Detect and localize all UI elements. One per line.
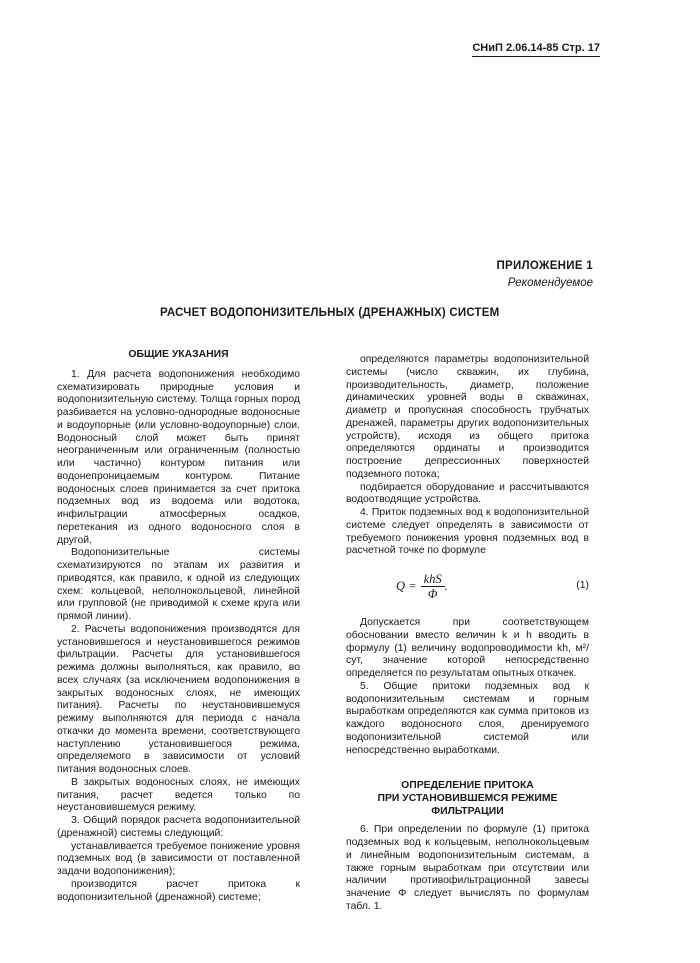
formula-tail: . [444, 579, 448, 594]
page-header: СНиП 2.06.14-85 Стр. 17 [472, 42, 600, 57]
paragraph: производится расчет притока к водопонизительной (дренажной) системе; [57, 878, 300, 903]
document-title: РАСЧЕТ ВОДОПОНИЗИТЕЛЬНЫХ (ДРЕНАЖНЫХ) СИСТЕМ [160, 307, 500, 319]
formula-denominator: Φ [427, 587, 438, 601]
paragraph: 4. Приток подземных вод к водопонизительной системе следует определять в зависимости от требуемого понижения уровня подземных вод в расчетной точке по формуле [346, 507, 589, 557]
paragraph: 3. Общий порядок расчета водопонизительной (дренажной) системы следующий: [57, 815, 300, 839]
paragraph: подбирается оборудование и рассчитываются водоотводящие устройства. [346, 481, 589, 506]
formula-expression [396, 572, 448, 601]
paragraph: 6. При определении по формуле (1) притока подземных вод к кольцевым, неполнокольцевым и линейным водопонизительным системам, а также горным выработкам при отсутствии или наличии противофильтрационной завесы значение Φ следует вычислять по формулам табл. 1. [346, 824, 589, 912]
right-column [346, 354, 589, 914]
paragraph: 1. Для расчета водопонижения необходимо схематизировать природные условия и водопонизительную систему. Толща горных пород разбивается на условно-однородные водоносные и водоупорные (или условно-водоупорные) слои. Водоносный слой может быть принят неограниченным или ограниченным (полностью или частично) контуром питания или водонепроницаемым контуром. Питание водоносных слоев принимается за счет притока подземных вод из водоема или водотока, инфильтрации атмосферных осадков, перетекания из одного водоносного слоя в другой. [57, 368, 300, 546]
section-title-steady-inflow [346, 779, 589, 818]
paragraph: Допускается при соответствующем обосновании вместо величин k и h вводить в формулу (1) величину водопроводимости kh, м²/сут, значение которой непосредственно определяется по результатам опытных откачек. [346, 617, 589, 679]
paragraph: В закрытых водоносных слоях, не имеющих питания, расчет ведется только по неустановившемуся режиму. [57, 776, 300, 814]
paragraph: Водопонизительные системы схематизируются по этапам их развития и приводятся, как правило, к одной из следующих схем: кольцевой, неполнокольцевой, линейной или групповой (не приводимой к схеме круга или прямой линии). [57, 547, 300, 622]
formula-numerator: khS [421, 572, 445, 587]
paragraph: 2. Расчеты водопонижения производятся для установившегося и неустановившегося режимов фильтрации. Расчеты для установившегося режима должны выполняться, как правило, во всех случаях (за исключением водопонижения в закрытых водоносных слоях, не имеющих питания). Расчеты по неустановившемуся режиму выполняются для периода с начала откачки до момента времени, соответствующего наступлению установившегося режима, определяемого в зависимости от условий питания водоносных слоев. [57, 623, 300, 775]
left-column [57, 349, 300, 904]
section-title-line: ПРИ УСТАНОВИВШЕМСЯ РЕЖИМЕ ФИЛЬТРАЦИИ [377, 793, 558, 818]
appendix-label: ПРИЛОЖЕНИЕ 1 [496, 260, 593, 272]
formula-number: (1) [576, 580, 589, 592]
section-title-general: ОБЩИЕ УКАЗАНИЯ [128, 349, 229, 360]
formula-lhs: Q = [396, 579, 417, 594]
formula-1 [346, 572, 589, 601]
paragraph: определяются параметры водопонизительной системы (число скважин, их глубина, производительность, диаметр, положение динамических уровней воды в скважинах, диаметр и пропускная способность трубчатых дренажей, параметры других водопонизительных устройств), исходя из общего притока определяются ординаты и производится построение депрессионных поверхностей подземного потока; [346, 354, 589, 480]
appendix-note: Рекомендуемое [507, 277, 593, 289]
appendix-block [496, 258, 593, 292]
section-title-line: ОПРЕДЕЛЕНИЕ ПРИТОКА [401, 780, 534, 792]
paragraph: устанавливается требуемое понижение уровня подземных вод (в зависимости от поставленной задачи водопонижения); [57, 840, 300, 877]
paragraph: 5. Общие притоки подземных вод к водопонизительным системам и горным выработкам определяются как сумма притоков из каждого водоносного слоя, дренируемого водопонизительной системой или непосредственно выработками. [346, 680, 589, 756]
formula-fraction [421, 572, 445, 601]
